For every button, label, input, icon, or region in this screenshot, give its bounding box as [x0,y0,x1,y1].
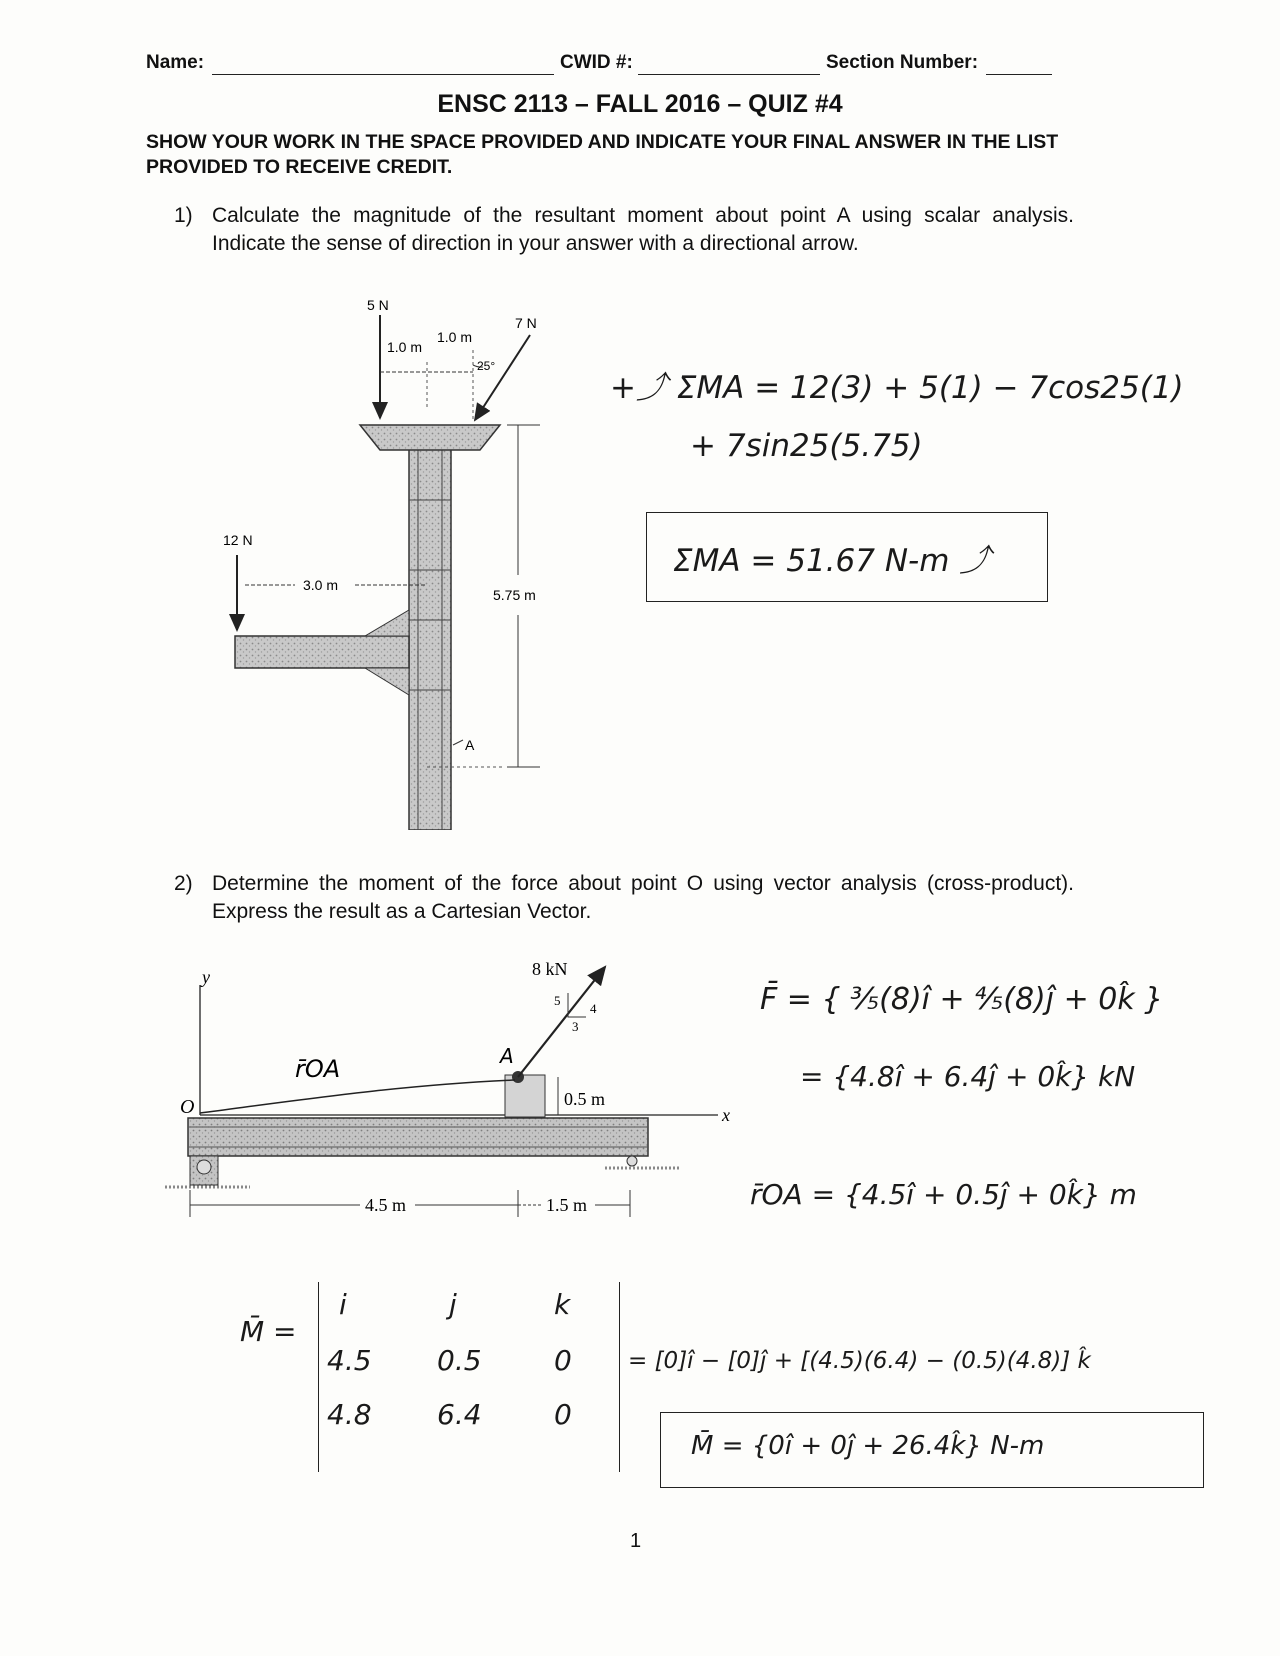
dim-5-75m: 5.75 m [493,587,536,603]
x-axis-label: x [722,1105,730,1125]
slope-5: 5 [554,993,561,1008]
force-7n-arrow [475,335,530,420]
side-bracket [235,636,409,668]
figure-1-column-diagram [215,300,575,830]
name-label: Name: [146,52,205,73]
instructions: SHOW YOUR WORK IN THE SPACE PROVIDED AND INDICATE YOUR FINAL ANSWER IN THE LIST PROVIDED TO RECEIVE CREDIT. [146,131,1059,178]
matrix-cell-0-0: i [339,1288,347,1321]
angle-label: 25° [477,359,496,373]
matrix-cell-1-0: 4.5 [327,1344,372,1377]
question-2-text: Determine the moment of the force about point O using vector analysis (cross-product). Express the result as a Cartesian Vector. [212,872,1074,923]
question-2-number: 2) [174,872,193,895]
q2-matrix-label: M̄ = [240,1315,297,1348]
question-2 [174,870,1074,926]
y-axis-label: y [202,967,210,987]
column-member [409,435,451,830]
q2-determinant [318,1282,620,1472]
cwid-label: CWID #: [560,52,633,73]
question-1-text: Calculate the magnitude of the resultant moment about point A using scalar analysis. Indicate the sense of direction in your answer with a directional arrow. [212,204,1074,255]
dim-1m-right: 1.0 m [437,329,473,345]
dim-1-5m: 1.5 m [546,1195,588,1215]
matrix-cell-1-2: 0 [554,1344,572,1377]
position-vector-line [200,1080,515,1113]
section-field[interactable] [986,74,1052,75]
matrix-cell-1-1: 0.5 [437,1344,482,1377]
q2-force-line-1: F̄ = { ³⁄₅(8)î + ⁴⁄₅(8)ĵ + 0k̂ } [760,982,1164,1017]
q1-work-line-1: +⤴ ΣMA = 12(3) + 5(1) − 7cos25(1) [610,370,1184,406]
q1-answer: ΣMA = 51.67 N-m ⤴ [673,543,991,579]
q2-position-vector: r̄OA = {4.5î + 0.5ĵ + 0k̂} m [750,1178,1137,1211]
force-8kn-label: 8 kN [532,959,568,979]
matrix-cell-2-2: 0 [554,1398,572,1431]
matrix-cell-0-2: k [554,1288,571,1321]
matrix-cell-2-1: 6.4 [437,1398,482,1431]
q2-answer-box [660,1412,1204,1488]
section-label: Section Number: [826,52,979,73]
cwid-field[interactable] [638,74,820,75]
dim-1m-left: 1.0 m [387,339,423,355]
force-8kn-arrow [518,967,605,1077]
beam [188,1118,648,1156]
quiz-title: ENSC 2113 – FALL 2016 – QUIZ #4 [437,90,843,118]
question-1-number: 1) [174,204,193,227]
force-5n-label: 5 N [367,300,389,313]
page-number: 1 [630,1530,642,1552]
point-a-label: A [500,1044,514,1068]
q1-work-line-2: + 7sin25(5.75) [690,428,923,464]
top-plate [360,425,500,450]
name-field[interactable] [212,74,554,75]
point-a-label: A [465,737,475,753]
q2-force-line-2: = {4.8î + 6.4ĵ + 0k̂} kN [800,1060,1136,1093]
q2-answer: M̄ = {0î + 0ĵ + 26.4k̂} N-m [691,1431,1045,1461]
origin-label: O [180,1096,195,1118]
question-1 [174,202,1074,258]
r-oa-label: r̄OA [295,1055,341,1083]
dim-3m: 3.0 m [303,577,339,593]
dim-0-5m: 0.5 m [564,1089,606,1109]
force-7n-label: 7 N [515,315,537,331]
q2-expansion: = [0]î − [0]ĵ + [(4.5)(6.4) − (0.5)(4.8)] k̂ [628,1348,1091,1374]
slope-3: 3 [572,1019,579,1034]
q1-answer-box [646,512,1048,602]
force-12n-label: 12 N [223,532,253,548]
matrix-cell-2-0: 4.8 [327,1398,372,1431]
bracket-block [505,1075,545,1117]
slope-4: 4 [590,1001,597,1016]
figure-2-beam-diagram [150,955,735,1225]
matrix-cell-0-1: j [449,1288,457,1321]
dim-4-5m: 4.5 m [365,1195,407,1215]
